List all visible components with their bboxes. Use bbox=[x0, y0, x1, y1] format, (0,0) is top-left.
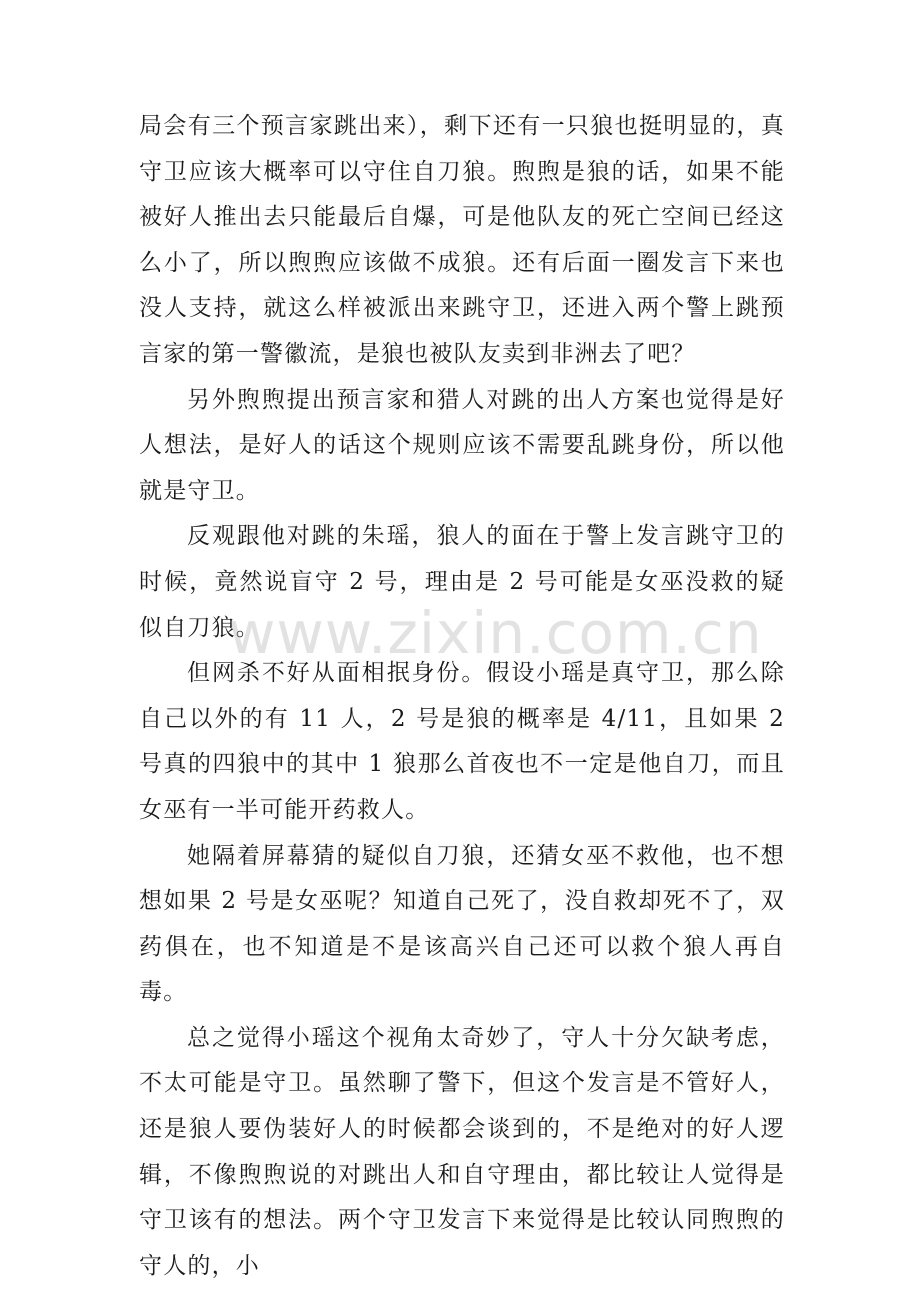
paragraph-3: 反观跟他对跳的朱瑶，狼人的面在于警上发言跳守卫的时候，竟然说盲守 2 号，理由是 2 号可能是女巫没救的疑似自刀狼。 bbox=[139, 523, 785, 641]
paragraph-6: 总之觉得小瑶这个视角太奇妙了，守人十分欠缺考虑，不太可能是守卫。虽然聊了警下，但这个发言是不管好人，还是狼人要伪装好人的时候都会谈到的，不是绝对的好人逻辑，不像煦煦说的对跳出人和自守理由，都比较让人觉得是守卫该有的想法。两个守卫发言下来觉得是比较认同煦煦的守人的，小 bbox=[139, 1024, 785, 1279]
site-watermark: www.zixin.com.cn bbox=[228, 599, 763, 667]
paragraph-5: 她隔着屏幕猜的疑似自刀狼，还猜女巫不救他，也不想想如果 2 号是女巫呢？知道自己死了，没自救却死不了，双药俱在，也不知道是不是该高兴自己还可以救个狼人再自毒。 bbox=[139, 842, 785, 1006]
paragraph-4: 但网杀不好从面相抿身份。假设小瑶是真守卫，那么除自己以外的有 11 人，2 号是狼的概率是 4/11，且如果 2 号真的四狼中的其中 1 狼那么首夜也不一定是他自刀，而且女巫有一半可能开药救人。 bbox=[139, 660, 785, 823]
paragraph-2: 另外煦煦提出预言家和猎人对跳的出人方案也觉得是好人想法，是好人的话这个规则应该不需要乱跳身份，所以他就是守卫。 bbox=[139, 386, 785, 504]
paragraph-1: 局会有三个预言家跳出来），剩下还有一只狼也挺明显的，真守卫应该大概率可以守住自刀狼。煦煦是狼的话，如果不能被好人推出去只能最后自爆，可是他队友的死亡空间已经这么小了，所以煦煦应该做不成狼。还有后面一圈发言下来也没人支持，就这么样被派出来跳守卫，还进入两个警上跳预言家的第一警徽流，是狼也被队友卖到非洲去了吧？ bbox=[139, 113, 785, 367]
document-body bbox=[139, 104, 785, 1289]
